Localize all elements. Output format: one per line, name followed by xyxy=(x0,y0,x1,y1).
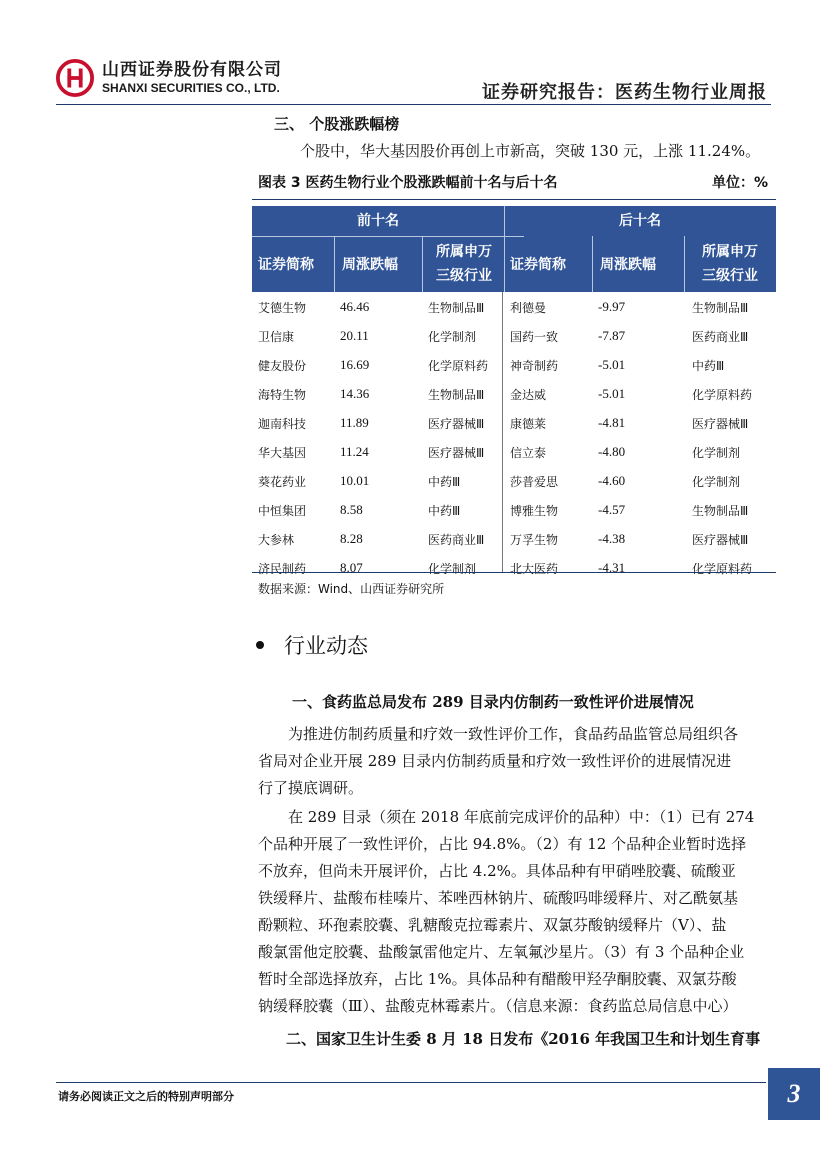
table-cell-bot-name: 万孚生物 xyxy=(510,533,559,547)
col-divider xyxy=(592,236,593,292)
table-bottom-rule xyxy=(252,572,776,573)
table-cell-bot-chg: -4.60 xyxy=(598,473,626,488)
table-cell-top-ind: 化学制剂 xyxy=(428,562,477,576)
table-cell-top-ind: 医疗器械Ⅲ xyxy=(428,417,485,431)
table-cell-bot-ind: 化学原料药 xyxy=(692,388,753,402)
table-row xyxy=(252,437,776,466)
table-cell-top-ind: 生物制品Ⅲ xyxy=(428,301,485,315)
col-header-name: 证券简称 xyxy=(258,257,314,273)
table-row xyxy=(252,553,776,582)
table-cell-top-ind: 化学制剂 xyxy=(428,330,477,344)
col-header-change: 周涨跌幅 xyxy=(600,257,656,273)
paragraph-line: 钠缓释胶囊（Ⅲ）、盐酸克林霉素片。（信息来源：食药监总局信息中心） xyxy=(258,997,738,1015)
report-title: 证券研究报告：医药生物行业周报 xyxy=(482,82,767,103)
table-cell-bot-name: 博雅生物 xyxy=(510,504,559,518)
col-header-industry-line2: 三级行业 xyxy=(702,268,758,284)
table-cell-bot-chg: -7.87 xyxy=(598,328,626,343)
news-item-2-heading: 二、国家卫生计生委 8 月 18 日发布《2016 年我国卫生和计划生育事 xyxy=(286,1030,761,1048)
table-cell-bot-chg: -5.01 xyxy=(598,357,626,372)
table-cell-top-ind: 中药Ⅲ xyxy=(428,475,461,489)
table-cell-bot-chg: -4.31 xyxy=(598,560,626,575)
company-name-cn: 山西证券股份有限公司 xyxy=(102,60,282,80)
table-cell-top-chg: 8.28 xyxy=(340,531,363,546)
table-source: 数据来源：Wind、山西证券研究所 xyxy=(258,582,445,596)
table-cell-top-name: 中恒集团 xyxy=(258,504,307,518)
paragraph-line: 不放弃，但尚未开展评价，占比 4.2%。具体品种有甲硝唑胶囊、硫酸亚 xyxy=(258,862,736,880)
paragraph-line: 省局对企业开展 289 目录内仿制药质量和疗效一致性评价的进展情况进 xyxy=(258,752,732,770)
col-header-industry xyxy=(428,236,500,292)
table-cell-bot-name: 神奇制药 xyxy=(510,359,559,373)
table-cell-top-chg: 11.89 xyxy=(340,415,369,430)
table-cell-top-ind: 化学原料药 xyxy=(428,359,489,373)
col-header-industry xyxy=(692,236,768,292)
industry-section-heading xyxy=(256,630,368,660)
table-cell-bot-chg: -4.80 xyxy=(598,444,626,459)
table-cell-top-chg: 11.24 xyxy=(340,444,369,459)
table-row xyxy=(252,292,776,321)
news-item-1-heading: 一、食药监总局发布 289 目录内仿制药一致性评价进展情况 xyxy=(292,693,694,711)
col-divider xyxy=(684,236,685,292)
table-cell-top-ind: 中药Ⅲ xyxy=(428,504,461,518)
figure-top-rule xyxy=(252,199,776,200)
table-cell-bot-name: 莎普爱思 xyxy=(510,475,559,489)
table-cell-top-chg: 16.69 xyxy=(340,357,370,372)
col-divider xyxy=(422,236,423,292)
table-cell-top-name: 济民制药 xyxy=(258,562,307,576)
table-cell-top-name: 大参林 xyxy=(258,533,295,547)
table-cell-top-name: 艾德生物 xyxy=(258,301,307,315)
table-cell-bot-name: 北大医药 xyxy=(510,562,559,576)
col-header-industry-line1: 所属申万 xyxy=(702,244,758,260)
table-cell-top-name: 华大基因 xyxy=(258,446,307,460)
company-logo xyxy=(56,56,282,100)
table-cell-top-name: 健友股份 xyxy=(258,359,307,373)
section-intro: 个股中，华大基因股价再创上市新高，突破 130 元，上涨 11.24%。 xyxy=(300,142,761,160)
table-cell-bot-ind: 生物制品Ⅲ xyxy=(692,301,749,315)
table-body xyxy=(252,292,776,582)
table-cell-top-chg: 8.58 xyxy=(340,502,363,517)
table-cell-bot-name: 康德莱 xyxy=(510,417,547,431)
table-cell-bot-chg: -5.01 xyxy=(598,386,626,401)
industry-section-title: 行业动态 xyxy=(284,634,368,658)
table-cell-top-name: 卫信康 xyxy=(258,330,295,344)
col-header-industry-line1: 所属申万 xyxy=(436,244,492,260)
table-cell-top-name: 迦南科技 xyxy=(258,417,307,431)
table-cell-bot-ind: 中药Ⅲ xyxy=(692,359,725,373)
table-cell-bot-ind: 化学制剂 xyxy=(692,446,741,460)
paragraph-line: 暂时全部选择放弃，占比 1%。具体品种有醋酸甲羟孕酮胶囊、双氯芬酸 xyxy=(258,970,737,988)
section-heading: 三、 个股涨跌幅榜 xyxy=(274,115,400,133)
col-header-change: 周涨跌幅 xyxy=(342,257,398,273)
table-cell-bot-ind: 医药商业Ⅲ xyxy=(692,330,749,344)
table-cell-bot-name: 金达威 xyxy=(510,388,547,402)
table-row xyxy=(252,321,776,350)
table-row xyxy=(252,524,776,553)
body-group-divider xyxy=(502,292,503,572)
company-logo-icon xyxy=(56,59,94,97)
table-cell-top-chg: 10.01 xyxy=(340,473,370,488)
table-cell-top-chg: 14.36 xyxy=(340,386,370,401)
table-cell-bot-ind: 医疗器械Ⅲ xyxy=(692,533,749,547)
paragraph-line: 个品种开展了一致性评价，占比 94.8%。（2）有 12 个品种企业暂时选择 xyxy=(258,835,747,853)
table-cell-bot-chg: -4.38 xyxy=(598,531,626,546)
col-divider xyxy=(334,236,335,292)
table-cell-top-chg: 8.07 xyxy=(340,560,363,575)
table-cell-bot-name: 国药一致 xyxy=(510,330,559,344)
table-row xyxy=(252,408,776,437)
group-header-bottom: 后十名 xyxy=(619,213,661,229)
figure-title: 图表 3 医药生物行业个股涨跌幅前十名与后十名 xyxy=(258,175,558,191)
table-cell-top-name: 葵花药业 xyxy=(258,475,307,489)
paragraph-line: 在 289 目录（须在 2018 年底前完成评价的品种）中：（1）已有 274 xyxy=(288,808,755,826)
table-cell-bot-chg: -4.81 xyxy=(598,415,626,430)
group-header-top: 前十名 xyxy=(357,213,399,229)
paragraph-line: 行了摸底调研。 xyxy=(258,779,364,797)
table-cell-top-name: 海特生物 xyxy=(258,388,307,402)
footer-divider xyxy=(56,1082,766,1083)
table-cell-top-ind: 医药商业Ⅲ xyxy=(428,533,485,547)
page-number: 3 xyxy=(768,1068,820,1120)
footer-disclaimer: 请务必阅读正文之后的特别声明部分 xyxy=(58,1090,234,1103)
col-header-name: 证券简称 xyxy=(510,257,566,273)
table-row xyxy=(252,350,776,379)
paragraph-line: 酚颗粒、环孢素胶囊、乳糖酸克拉霉素片、双氯芬酸钠缓释片（Ⅴ）、盐 xyxy=(258,916,727,934)
table-cell-bot-ind: 生物制品Ⅲ xyxy=(692,504,749,518)
figure-title-row xyxy=(258,172,768,192)
table-row xyxy=(252,466,776,495)
group-divider-line xyxy=(504,206,505,292)
paragraph-line: 酸氯雷他定胶囊、盐酸氯雷他定片、左氧氟沙星片。（3）有 3 个品种企业 xyxy=(258,943,745,961)
paragraph-line: 为推进仿制药质量和疗效一致性评价工作，食品药品监管总局组织各 xyxy=(288,725,739,743)
figure-unit: 单位：% xyxy=(711,175,768,191)
table-cell-bot-ind: 化学制剂 xyxy=(692,475,741,489)
table-cell-bot-name: 信立泰 xyxy=(510,446,547,460)
table-cell-bot-chg: -4.57 xyxy=(598,502,626,517)
table-cell-top-ind: 生物制品Ⅲ xyxy=(428,388,485,402)
col-header-industry-line2: 三级行业 xyxy=(436,268,492,284)
table-cell-bot-chg: -9.97 xyxy=(598,299,626,314)
bullet-icon xyxy=(256,641,264,649)
paragraph-line: 铁缓释片、盐酸布桂嗪片、苯唑西林钠片、硫酸吗啡缓释片、对乙酰氨基 xyxy=(258,889,739,907)
header-divider xyxy=(56,104,771,105)
table-row xyxy=(252,379,776,408)
table-cell-top-ind: 医疗器械Ⅲ xyxy=(428,446,485,460)
table-header xyxy=(252,206,776,292)
table-cell-top-chg: 20.11 xyxy=(340,328,369,343)
table-cell-top-chg: 46.46 xyxy=(340,299,370,314)
table-row xyxy=(252,495,776,524)
table-cell-bot-ind: 化学原料药 xyxy=(692,562,753,576)
table-cell-bot-name: 利德曼 xyxy=(510,301,547,315)
company-name-en: SHANXI SECURITIES CO., LTD. xyxy=(102,81,280,95)
table-cell-bot-ind: 医疗器械Ⅲ xyxy=(692,417,749,431)
